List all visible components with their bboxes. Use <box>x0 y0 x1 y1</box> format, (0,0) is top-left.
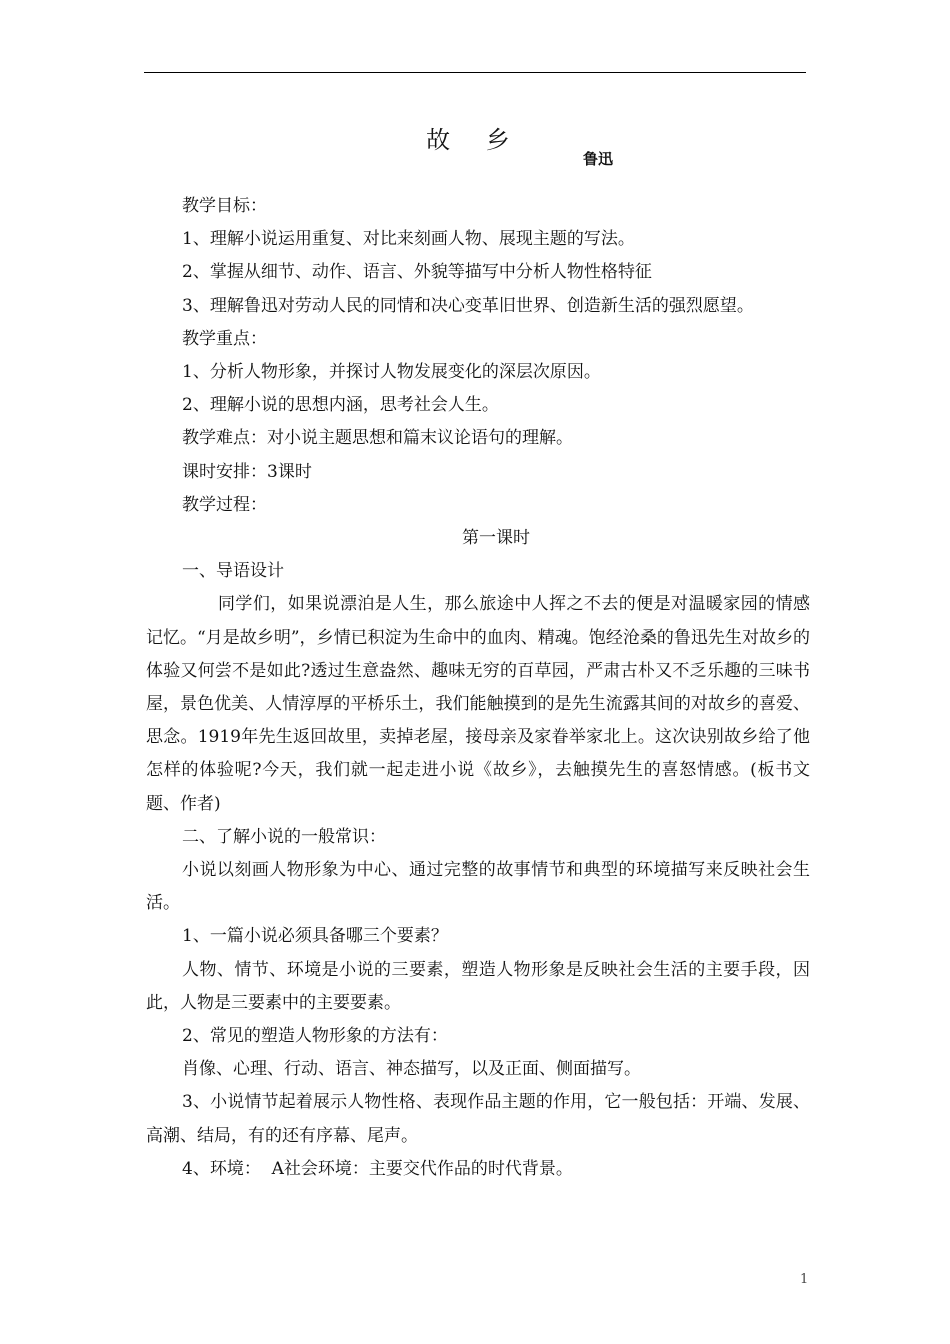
author-name: 鲁迅 <box>583 150 614 168</box>
answer-1: 人物、情节、环境是小说的三要素，塑造人物形象是反映社会生活的主要手段，因此，人物是三要素中的主要要素。 <box>146 959 810 1013</box>
section-1-heading: 一、导语设计 <box>182 561 284 582</box>
answer-2: 肖像、心理、行动、语言、神态描写，以及正面、侧面描写。 <box>182 1059 641 1080</box>
novel-definition: 小说以刻画人物形象为中心、通过完整的故事情节和典型的环境描写来反映社会生活。 <box>146 860 810 914</box>
key-points-heading: 教学重点： <box>182 328 267 349</box>
intro-paragraph: 同学们，如果说漂泊是人生，那么旅途中人挥之不去的便是对温暖家园的情感记忆。“月是故乡明”，乡情已积淀为生命中的血肉、精魂。饱经沧桑的鲁迅先生对故乡的体验又何尝不是如此?透过生意盎然、趣味无穷的百草园，严肃古朴又不乏乐趣的三味书屋，景色优美、人情淳厚的平桥乐土，我们能触摸到的是先生流露其间的对故乡的喜爱、思念。1919年先生返回故里，卖掉老屋，接母亲及家眷举家北上。这次诀别故乡给了他怎样的体验呢?今天，我们就一起走进小说《故乡》，去触摸先生的喜怒情感。(板书文题、作者) <box>146 594 810 814</box>
question-2: 2、常见的塑造人物形象的方法有： <box>182 1026 448 1047</box>
document-title: 故 乡 <box>426 126 524 154</box>
document-body <box>146 190 810 1186</box>
question-3: 3、小说情节起着展示人物性格、表现作品主题的作用，它一般包括：开端、发展、高潮、结局，有的还有序幕、尾声。 <box>146 1092 810 1146</box>
section-2-heading: 二、了解小说的一般常识： <box>182 826 386 847</box>
goal-3: 3、理解鲁迅对劳动人民的同情和决心变革旧世界、创造新生活的强烈愿望。 <box>182 295 754 316</box>
process-heading: 教学过程： <box>182 494 267 515</box>
difficulty-line: 教学难点：对小说主题思想和篇末议论语句的理解。 <box>182 428 573 449</box>
key-point-1: 1、分析人物形象，并探讨人物发展变化的深层次原因。 <box>182 362 601 383</box>
teaching-goals-heading: 教学目标： <box>182 196 267 216</box>
question-1: 1、一篇小说必须具备哪三个要素？ <box>182 926 448 947</box>
key-point-2: 2、理解小说的思想内涵，思考社会人生。 <box>182 395 499 416</box>
schedule-line: 课时安排：3课时 <box>182 461 312 482</box>
goal-2: 2、掌握从细节、动作、语言、外貌等描写中分析人物性格特征 <box>182 262 652 283</box>
header-rule <box>144 72 806 73</box>
lesson-heading: 第一课时 <box>462 528 530 549</box>
page-number: 1 <box>800 1272 809 1287</box>
goal-1: 1、理解小说运用重复、对比来刻画人物、展现主题的写法。 <box>182 229 635 250</box>
question-4: 4、环境： A社会环境：主要交代作品的时代背景。 <box>182 1158 573 1179</box>
